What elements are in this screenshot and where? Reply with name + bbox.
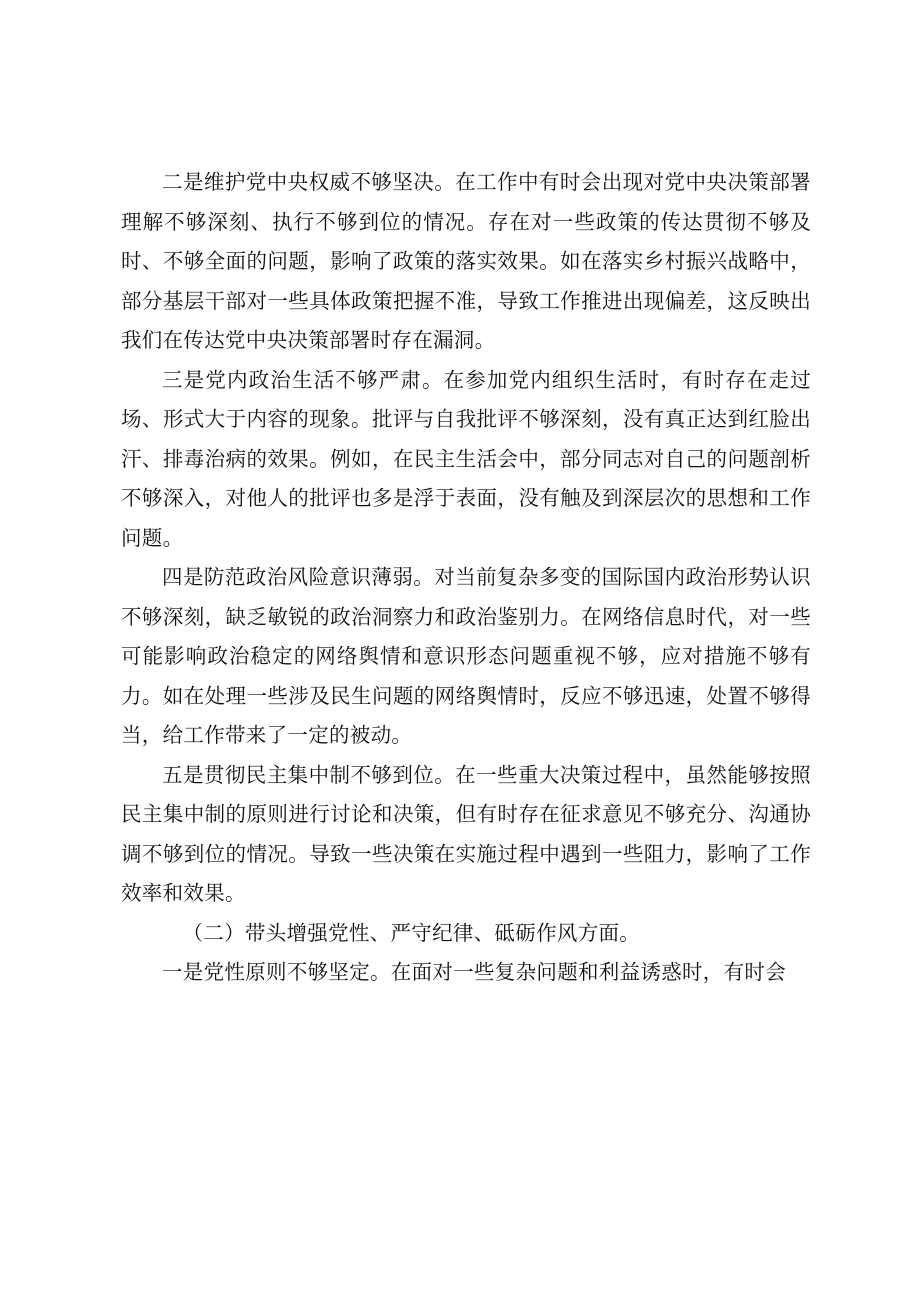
document-body [121,163,811,993]
paragraph-5: 五是贯彻民主集中制不够到位。在一些重大决策过程中，虽然能够按照民主集中制的原则进行讨论和决策，但有时存在征求意见不够充分、沟通协调不够到位的情况。导致一些决策在实施过程中遇到一些阻力，影响了工作效率和效果。 [121,762,811,905]
final-paragraph: 一是党性原则不够坚定。在面对一些复杂问题和利益诱惑时，有时会 [162,960,786,984]
paragraph-4: 四是防范政治风险意识薄弱。对当前复杂多变的国际国内政治形势认识不够深刻，缺乏敏锐的政治洞察力和政治鉴别力。在网络信息时代，对一些可能影响政治稳定的网络舆情和意识形态问题重视不够，应对措施不够有力。如在处理一些涉及民生问题的网络舆情时，反应不够迅速，处置不够得当，给工作带来了一定的被动。 [121,565,811,747]
paragraph-3: 三是党内政治生活不够严肃。在参加党内组织生活时，有时存在走过场、形式大于内容的现象。批评与自我批评不够深刻，没有真正达到红脸出汗、排毒治病的效果。例如，在民主生活会中，部分同志对自己的问题剖析不够深入，对他人的批评也多是浮于表面，没有触及到深层次的思想和工作问题。 [121,367,811,550]
paragraph-2: 二是维护党中央权威不够坚决。在工作中有时会出现对党中央决策部署理解不够深刻、执行不够到位的情况。存在对一些政策的传达贯彻不够及时、不够全面的问题，影响了政策的落实效果。如在落实乡村振兴战略中，部分基层干部对一些具体政策把握不准，导致工作推进出现偏差，这反映出我们在传达党中央决策部署时存在漏洞。 [121,170,811,352]
section-heading: （二）带头增强党性、严守纪律、砥砺作风方面。 [182,920,641,945]
